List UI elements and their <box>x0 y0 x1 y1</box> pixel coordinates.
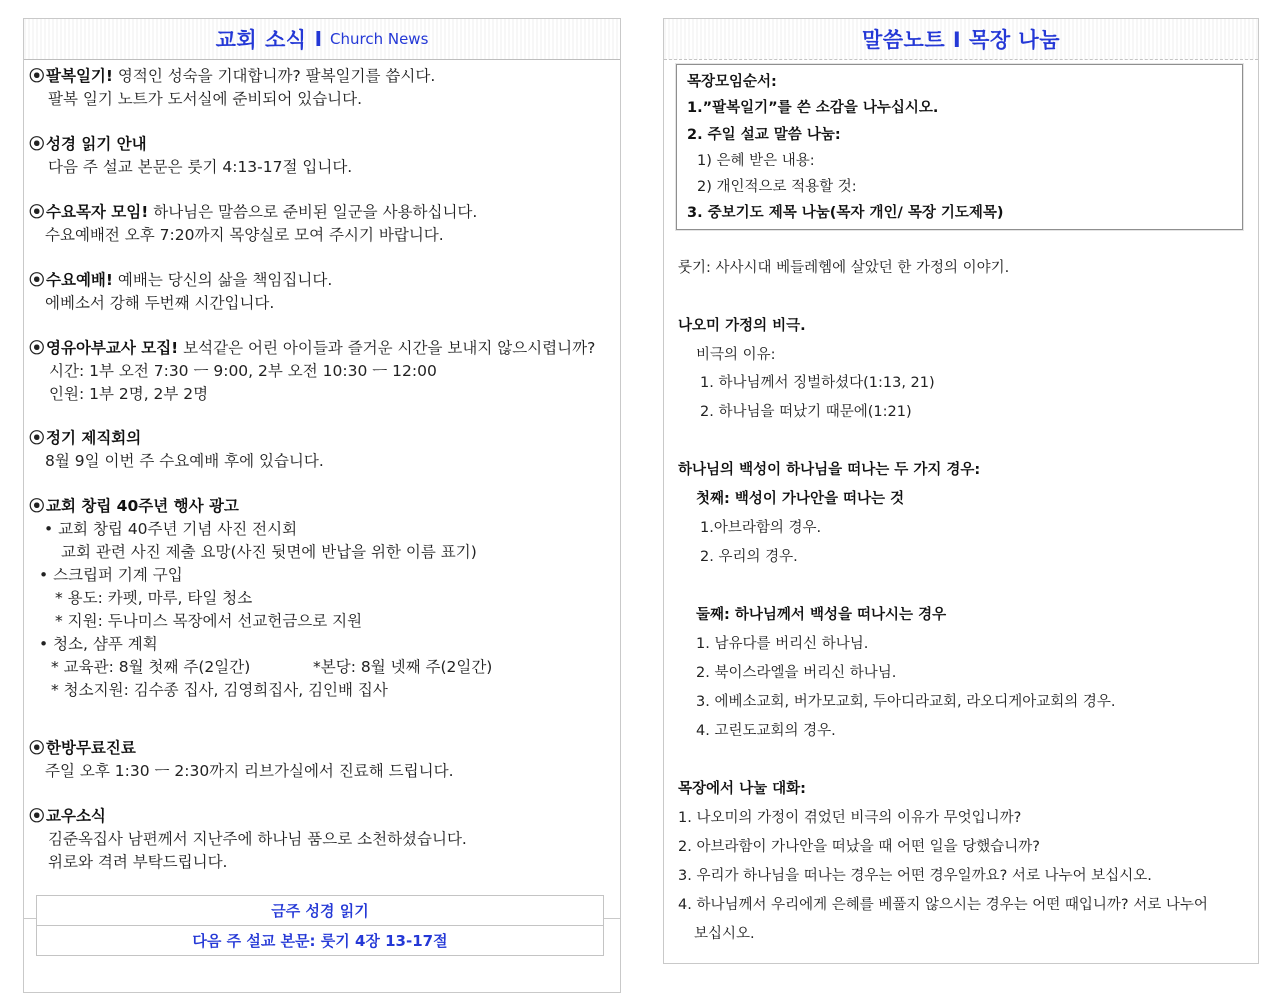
meeting-order-step: 1.”팔복일기”를 쓴 소감을 나누십시오. <box>687 100 939 117</box>
bullet-icon: ⦿ <box>29 807 45 825</box>
news-item-title: 교회 창립 40주년 행사 광고 <box>46 497 239 515</box>
meeting-order-step: 2. 주일 설교 말씀 나눔: <box>687 126 841 143</box>
note-line: 4. 고린도교회의 경우. <box>696 723 836 739</box>
note-line: 2. 우리의 경우. <box>700 549 798 565</box>
news-item-member-news <box>29 805 614 874</box>
discussion-question: 2. 아브라함이 가나안을 떠났을 때 어떤 일을 당했습니까? <box>678 839 1040 855</box>
church-news-title: 교회 소식 <box>215 28 307 52</box>
news-item-title: 수요예배! <box>46 271 113 289</box>
news-item-detail: 인원: 1부 2명, 2부 2명 <box>49 385 209 403</box>
bullet-icon: ⦿ <box>29 429 45 447</box>
discussion-question-cont: 보십시오. <box>694 926 755 942</box>
news-item-wednesday-shepherd-meeting <box>29 201 614 247</box>
note-subheading: 첫째: 백성이 가나안을 떠나는 것 <box>696 491 905 507</box>
news-item-title: 팔복일기! <box>46 67 113 85</box>
bullet-icon: ⦿ <box>29 135 45 153</box>
news-item-lead: 보석같은 어린 아이들과 즐거운 시간을 보내지 않으시렵니까? <box>178 339 596 357</box>
discussion-question: 4. 하나님께서 우리에게 은혜를 베풀지 않으시는 경우는 어떤 때입니까? 서로 나누어 <box>678 897 1208 913</box>
news-item-detail: 수요예배전 오후 7:20까지 목양실로 모여 주시기 바랍니다. <box>45 226 444 244</box>
news-item-detail: 에베소서 강해 두번째 시간입니다. <box>45 294 275 312</box>
note-line: 2. 북이스라엘을 버리신 하나님. <box>696 665 897 681</box>
weekly-bible-reading-box <box>36 895 604 956</box>
news-item-lead: 하나님은 말씀으로 준비된 일군을 사용하십니다. <box>148 203 478 221</box>
news-item-title: 정기 제직회의 <box>46 429 142 447</box>
sermon-note-header <box>664 19 1258 60</box>
news-item-detail: 김준옥집사 남편께서 지난주에 하나님 품으로 소천하셨습니다. <box>48 830 467 848</box>
discussion-question: 1. 나오미의 가정이 겪었던 비극의 이유가 무엇입니까? <box>678 810 1022 826</box>
bullet-icon: ⦿ <box>29 739 45 757</box>
news-item-40th-anniversary <box>29 495 614 702</box>
next-sermon-text: 다음 주 설교 본문: 룻기 4장 13-17절 <box>37 925 603 955</box>
news-item-detail: 위로와 격려 부탁드립니다. <box>48 853 228 871</box>
meeting-order-substep: 2) 개인적으로 적용할 것: <box>697 179 857 196</box>
bullet-icon: ⦿ <box>29 497 45 515</box>
anniversary-cleaning-edu: * 교육관: 8월 첫째 주(2일간) <box>51 658 251 676</box>
news-item-lead: 예배는 당신의 삶을 책임집니다. <box>112 271 333 289</box>
anniversary-scrubber-use: * 용도: 카펫, 마루, 타일 청소 <box>55 589 253 607</box>
news-item-detail: 팔복 일기 노트가 도서실에 준비되어 있습니다. <box>48 90 363 108</box>
anniversary-cleaning-sanctuary: *본당: 8월 넷째 주(2일간) <box>313 658 493 676</box>
anniversary-cleaning-helpers: * 청소지원: 김수종 집사, 김영희집사, 김인배 집사 <box>51 681 388 699</box>
discussion-question: 3. 우리가 하나님을 떠나는 경우는 어떤 경우일까요? 서로 나누어 보십시오. <box>678 868 1152 884</box>
news-item-detail: 다음 주 설교 본문은 룻기 4:13-17절 입니다. <box>48 158 353 176</box>
note-heading: 목장에서 나눌 대화: <box>678 781 806 797</box>
news-item-detail: 8월 9일 이번 주 수요예배 후에 있습니다. <box>45 452 324 470</box>
news-item-title: 영유아부교사 모집! <box>46 339 179 357</box>
bullet-icon: ⦿ <box>29 339 45 357</box>
news-item-title: 성경 읽기 안내 <box>46 135 147 153</box>
bullet-icon: ⦿ <box>29 67 45 85</box>
note-subheading: 둘째: 하나님께서 백성을 떠나시는 경우 <box>696 607 947 623</box>
news-item-title: 한방무료진료 <box>46 739 136 757</box>
church-news-panel <box>23 18 621 993</box>
note-line: 비극의 이유: <box>696 347 776 363</box>
news-item-bible-reading <box>29 133 614 179</box>
news-item-infant-teacher-recruit <box>29 337 614 406</box>
anniversary-photo-note: 교회 관련 사진 제출 요망(사진 뒷면에 반납을 위한 이름 표기) <box>61 543 477 561</box>
anniversary-cleaning: • 청소, 샴푸 계획 <box>39 635 158 653</box>
meeting-order-substep: 1) 은혜 받은 내용: <box>697 152 815 169</box>
bullet-icon: ⦿ <box>29 203 45 221</box>
news-item-detail: 시간: 1부 오전 7:30 ㅡ 9:00, 2부 오전 10:30 ㅡ 12:00 <box>49 362 437 380</box>
news-item-lead: 영적인 성숙을 기대합니까? 팔복일기를 씁시다. <box>112 67 436 85</box>
note-line: 1. 하나님께서 징벌하셨다(1:13, 21) <box>700 375 935 391</box>
sermon-note-title: 말씀노트 I 목장 나눔 <box>861 28 1061 52</box>
note-line: 3. 에베소교회, 버가모교회, 두아디라교회, 라오디게아교회의 경우. <box>696 694 1116 710</box>
title-separator: I <box>314 27 323 51</box>
note-heading: 하나님의 백성이 하나님을 떠나는 두 가지 경우: <box>678 462 981 478</box>
meeting-order-box <box>676 64 1243 230</box>
sermon-note-panel <box>663 18 1259 964</box>
news-item-free-oriental-clinic <box>29 737 614 783</box>
anniversary-photo-exhibit: • 교회 창립 40주년 기념 사진 전시회 <box>44 520 298 538</box>
note-line: 1. 남유다를 버리신 하나님. <box>696 636 869 652</box>
note-line: 2. 하나님을 떠났기 때문에(1:21) <box>700 404 912 420</box>
news-item-board-meeting <box>29 427 614 473</box>
bullet-icon: ⦿ <box>29 271 45 289</box>
news-item-palbok-diary <box>29 65 614 111</box>
note-line: 1.아브라함의 경우. <box>700 520 822 536</box>
news-item-detail: 주일 오후 1:30 ㅡ 2:30까지 리브가실에서 진료해 드립니다. <box>45 762 454 780</box>
church-news-subtitle: Church News <box>330 30 429 48</box>
weekly-bible-reading-title: 금주 성경 읽기 <box>271 902 369 920</box>
news-item-title: 수요목자 모임! <box>46 203 149 221</box>
note-line: 룻기: 사사시대 베들레헴에 살았던 한 가정의 이야기. <box>678 260 1010 276</box>
anniversary-scrubber: • 스크립퍼 기계 구입 <box>39 566 183 584</box>
news-body <box>24 61 620 919</box>
anniversary-scrubber-support: * 지원: 두나미스 목장에서 선교헌금으로 지원 <box>55 612 363 630</box>
church-news-header <box>24 19 620 60</box>
meeting-order-step: 3. 중보기도 제목 나눔(목자 개인/ 목장 기도제목) <box>687 205 1004 222</box>
meeting-order-heading: 목장모임순서: <box>687 74 777 90</box>
note-heading: 나오미 가정의 비극. <box>678 318 806 334</box>
news-item-wednesday-service <box>29 269 614 315</box>
news-item-title: 교우소식 <box>46 807 106 825</box>
